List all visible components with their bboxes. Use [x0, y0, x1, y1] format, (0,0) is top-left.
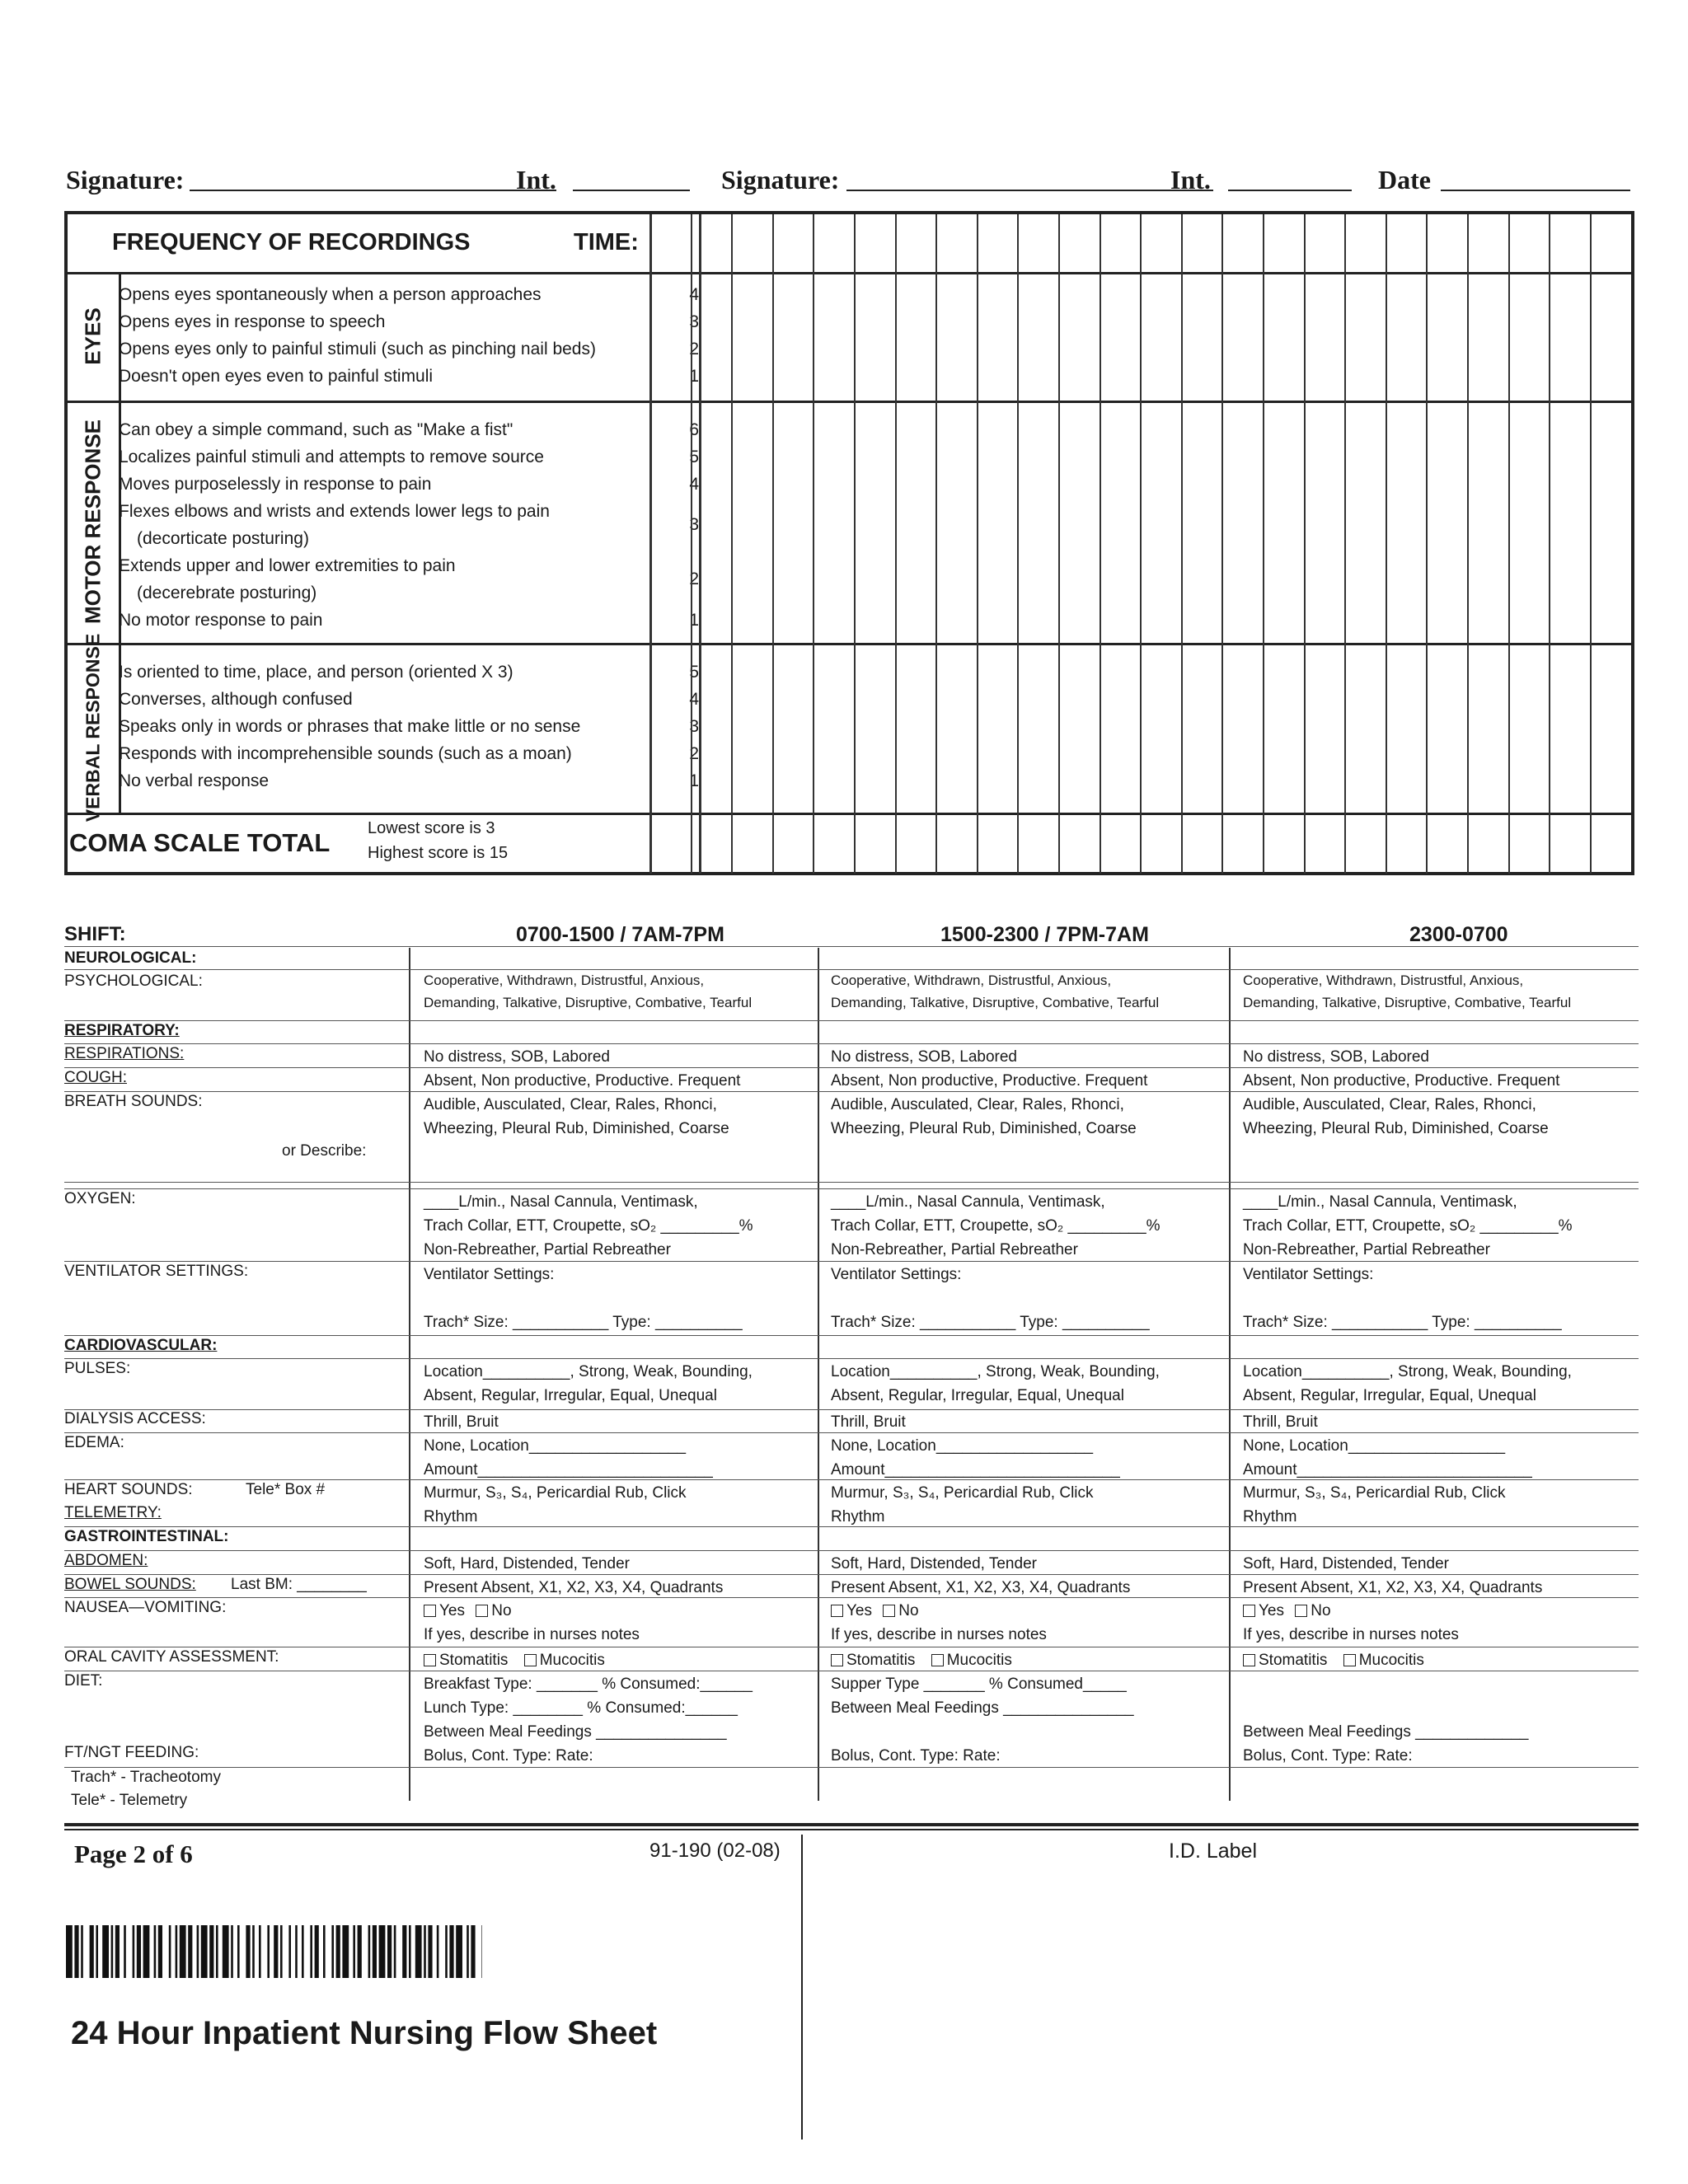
- oral-cavity-label: ORAL CAVITY ASSESSMENT:: [64, 1648, 279, 1666]
- trach-size-field[interactable]: Trach* Size: ___________ Type: __________: [1243, 1314, 1562, 1331]
- date-field[interactable]: [1441, 165, 1630, 191]
- bowel-sounds-options[interactable]: Present Absent, X1, X2, X3, X4, Quadrants: [831, 1579, 1131, 1596]
- signature-2-label: Signature:: [721, 165, 840, 194]
- int-1-label: Int.: [516, 165, 556, 194]
- diet-options[interactable]: Supper Type _______ % Consumed_____ Between Meal Feedings _______________: [831, 1675, 1134, 1717]
- nausea-options[interactable]: Yes No If yes, describe in nurses notes: [424, 1602, 640, 1643]
- breath-sounds-options[interactable]: Audible, Ausculated, Clear, Rales, Rhonci, Wheezing, Pleural Rub, Diminished, Coarse: [1243, 1096, 1549, 1137]
- ft-ngt-feeding-label: FT/NGT FEEDING:: [64, 1744, 199, 1761]
- barcode: [66, 1925, 482, 1978]
- psych-options[interactable]: Cooperative, Withdrawn, Distrustful, Anxious, Demanding, Talkative, Disruptive, Combative, Tearful: [831, 972, 1160, 1010]
- bowel-sounds-label: BOWEL SOUNDS:: [64, 1576, 196, 1593]
- ventilator-settings-field[interactable]: Ventilator Settings:: [831, 1266, 962, 1283]
- edema-label: EDEMA:: [64, 1434, 124, 1451]
- edema-options[interactable]: None, Location__________________ Amount___________________________: [424, 1437, 713, 1479]
- cough-options[interactable]: Absent, Non productive, Productive. Frequent: [424, 1072, 741, 1090]
- pulses-options[interactable]: Location__________, Strong, Weak, Bounding, Absent, Regular, Irregular, Equal, Unequal: [1243, 1363, 1572, 1404]
- motor-item: Localizes painful stimuli and attempts to remove source 5: [119, 448, 699, 466]
- no-checkbox[interactable]: [476, 1605, 488, 1617]
- coma-scale-total-label: COMA SCALE TOTAL: [69, 828, 331, 857]
- verbal-item: No verbal response 1: [119, 771, 699, 790]
- lowest-score-note: Lowest score is 3: [368, 819, 495, 837]
- feeding-options[interactable]: Bolus, Cont. Type: Rate:: [424, 1747, 593, 1765]
- or-describe-label: or Describe:: [282, 1142, 367, 1160]
- pulses-options[interactable]: Location__________, Strong, Weak, Bounding, Absent, Regular, Irregular, Equal, Unequal: [831, 1363, 1160, 1404]
- cough-options[interactable]: Absent, Non productive, Productive. Frequent: [1243, 1072, 1560, 1090]
- highest-score-note: Highest score is 15: [368, 844, 509, 862]
- mucocitis-checkbox[interactable]: [1343, 1654, 1356, 1666]
- telemetry-label: TELEMETRY:: [64, 1504, 162, 1521]
- oxygen-options[interactable]: ____L/min., Nasal Cannula, Ventimask, Trach Collar, ETT, Croupette, sO₂ _________% Non-Rebreather, Partial Rebreather: [1243, 1193, 1573, 1258]
- stomatitis-checkbox[interactable]: [1243, 1654, 1255, 1666]
- dialysis-options[interactable]: Thrill, Bruit: [1243, 1413, 1318, 1431]
- signature-1-field[interactable]: [190, 165, 556, 191]
- breath-sounds-options[interactable]: Audible, Ausculated, Clear, Rales, Rhonci, Wheezing, Pleural Rub, Diminished, Coarse: [424, 1096, 729, 1137]
- edema-options[interactable]: None, Location__________________ Amount___________________________: [831, 1437, 1120, 1479]
- page-number: Page 2 of 6: [74, 1840, 193, 1868]
- mucocitis-checkbox[interactable]: [524, 1654, 537, 1666]
- tele-box-label: Tele* Box #: [246, 1481, 326, 1498]
- oral-cavity-options[interactable]: Stomatitis Mucocitis: [424, 1648, 605, 1672]
- oral-cavity-options[interactable]: Stomatitis Mucocitis: [1243, 1648, 1424, 1672]
- pulses-label: PULSES:: [64, 1360, 131, 1377]
- motor-item: No motor response to pain 1: [119, 611, 699, 630]
- motor-item: Extends upper and lower extremities to pain 2: [119, 556, 699, 588]
- no-checkbox[interactable]: [1295, 1605, 1307, 1617]
- diet-options[interactable]: Breakfast Type: _______ % Consumed:______ Lunch Type: ________ % Consumed:______ Between Meal Feedings _______________: [424, 1675, 753, 1741]
- respirations-label: RESPIRATIONS:: [64, 1045, 185, 1062]
- eyes-item: Opens eyes spontaneously when a person approaches 4: [119, 285, 699, 304]
- psychological-label: PSYCHOLOGICAL:: [64, 972, 203, 990]
- motor-item-sub: (decorticate posturing): [137, 529, 309, 548]
- abdomen-options[interactable]: Soft, Hard, Distended, Tender: [1243, 1555, 1449, 1572]
- cough-label: COUGH:: [64, 1069, 127, 1086]
- ventilator-settings-label: VENTILATOR SETTINGS:: [64, 1263, 249, 1280]
- neurological-section: NEUROLOGICAL:: [64, 949, 197, 967]
- telemetry-note: Tele* - Telemetry: [71, 1792, 188, 1809]
- signature-row: [66, 165, 1632, 206]
- abdomen-options[interactable]: Soft, Hard, Distended, Tender: [831, 1555, 1037, 1572]
- nausea-vomiting-label: NAUSEA—VOMITING:: [64, 1599, 227, 1616]
- ventilator-settings-field[interactable]: Ventilator Settings:: [424, 1266, 555, 1283]
- heart-sounds-options[interactable]: Murmur, S₃, S₄, Pericardial Rub, Click Rhythm: [424, 1484, 687, 1526]
- eyes-item: Doesn't open eyes even to painful stimuli 1: [119, 367, 699, 386]
- motor-item: Moves purposelessly in response to pain 4: [119, 475, 699, 494]
- form-title: 24 Hour Inpatient Nursing Flow Sheet: [71, 2015, 658, 2051]
- int-2-label: Int.: [1170, 165, 1211, 194]
- shift-header-day: 0700-1500 / 7AM-7PM: [516, 923, 724, 946]
- bowel-sounds-options[interactable]: Present Absent, X1, X2, X3, X4, Quadrants: [424, 1579, 724, 1596]
- signature-2-field[interactable]: [846, 165, 1213, 191]
- yes-checkbox[interactable]: [831, 1605, 843, 1617]
- dialysis-options[interactable]: Thrill, Bruit: [831, 1413, 906, 1431]
- eyes-item: Opens eyes only to painful stimuli (such as pinching nail beds) 2: [119, 340, 699, 359]
- abdomen-options[interactable]: Soft, Hard, Distended, Tender: [424, 1555, 630, 1572]
- int-1-field[interactable]: [573, 165, 690, 191]
- ventilator-settings-field[interactable]: Ventilator Settings:: [1243, 1266, 1374, 1283]
- shift-label: SHIFT:: [64, 923, 126, 945]
- stomatitis-checkbox[interactable]: [831, 1654, 843, 1666]
- motor-item: Can obey a simple command, such as "Make a fist" 6: [119, 420, 699, 439]
- int-2-field[interactable]: [1228, 165, 1352, 191]
- eyes-item: Opens eyes in response to speech 3: [119, 312, 699, 331]
- nausea-options[interactable]: Yes No If yes, describe in nurses notes: [1243, 1602, 1459, 1643]
- breath-sounds-options[interactable]: Audible, Ausculated, Clear, Rales, Rhonci, Wheezing, Pleural Rub, Diminished, Coarse: [831, 1096, 1137, 1137]
- psych-options[interactable]: Cooperative, Withdrawn, Distrustful, Anxious, Demanding, Talkative, Disruptive, Combative, Tearful: [424, 972, 753, 1010]
- verbal-item: Responds with incomprehensible sounds (such as a moan) 2: [119, 744, 699, 763]
- shift-header-night: 2300-0700: [1409, 923, 1508, 946]
- yes-checkbox[interactable]: [1243, 1605, 1255, 1617]
- shift-assessment-table: [64, 923, 1639, 1809]
- oxygen-options[interactable]: ____L/min., Nasal Cannula, Ventimask, Trach Collar, ETT, Croupette, sO₂ _________% Non-Rebreather, Partial Rebreather: [424, 1193, 753, 1258]
- motor-section-label: MOTOR RESPONSE: [68, 401, 121, 643]
- trach-size-field[interactable]: Trach* Size: ___________ Type: __________: [831, 1314, 1150, 1331]
- verbal-item: Speaks only in words or phrases that make little or no sense 3: [119, 717, 699, 736]
- tracheotomy-note: Trach* - Tracheotomy: [71, 1769, 221, 1786]
- oxygen-label: OXYGEN:: [64, 1190, 136, 1207]
- motor-item: Flexes elbows and wrists and extends lower legs to pain 3: [119, 502, 699, 534]
- edema-options[interactable]: None, Location__________________ Amount___________________________: [1243, 1437, 1532, 1479]
- feeding-options[interactable]: Bolus, Cont. Type: Rate:: [831, 1747, 1001, 1765]
- pulses-options[interactable]: Location__________, Strong, Weak, Bounding, Absent, Regular, Irregular, Equal, Unequal: [424, 1363, 753, 1404]
- signature-1-label: Signature:: [66, 165, 185, 194]
- cough-options[interactable]: Absent, Non productive, Productive. Frequent: [831, 1072, 1148, 1090]
- glasgow-coma-scale-table: [64, 211, 1634, 875]
- breath-sounds-label: BREATH SOUNDS:: [64, 1093, 203, 1110]
- shift-header-evening: 1500-2300 / 7PM-7AM: [940, 923, 1149, 946]
- frequency-header: FREQUENCY OF RECORDINGS: [112, 229, 471, 255]
- respiratory-section: RESPIRATORY:: [64, 1022, 180, 1039]
- form-number: 91-190 (02-08): [649, 1840, 781, 1862]
- stomatitis-checkbox[interactable]: [424, 1654, 436, 1666]
- eyes-section-label: EYES: [68, 272, 121, 401]
- date-label: Date: [1378, 165, 1431, 194]
- id-label: I.D. Label: [1169, 1840, 1258, 1863]
- respirations-options[interactable]: No distress, SOB, Labored: [1243, 1048, 1429, 1066]
- feeding-options[interactable]: Bolus, Cont. Type: Rate:: [1243, 1747, 1413, 1765]
- verbal-section-label: VERBAL RESPONSE: [68, 643, 121, 813]
- nausea-options[interactable]: Yes No If yes, describe in nurses notes: [831, 1602, 1047, 1643]
- last-bm-label: Last BM: ________: [231, 1576, 367, 1593]
- respirations-options[interactable]: No distress, SOB, Labored: [424, 1048, 610, 1066]
- diet-options[interactable]: Between Meal Feedings _____________: [1243, 1723, 1529, 1741]
- dialysis-access-label: DIALYSIS ACCESS:: [64, 1410, 206, 1427]
- dialysis-options[interactable]: Thrill, Bruit: [424, 1413, 499, 1431]
- heart-sounds-options[interactable]: Murmur, S₃, S₄, Pericardial Rub, Click Rhythm: [831, 1484, 1094, 1526]
- bowel-sounds-options[interactable]: Present Absent, X1, X2, X3, X4, Quadrants: [1243, 1579, 1543, 1596]
- oxygen-options[interactable]: ____L/min., Nasal Cannula, Ventimask, Trach Collar, ETT, Croupette, sO₂ _________% Non-Rebreather, Partial Rebreather: [831, 1193, 1160, 1258]
- heart-sounds-label: HEART SOUNDS:: [64, 1481, 193, 1498]
- mucocitis-checkbox[interactable]: [931, 1654, 944, 1666]
- cardiovascular-section: CARDIOVASCULAR:: [64, 1337, 218, 1354]
- no-checkbox[interactable]: [883, 1605, 895, 1617]
- trach-size-field[interactable]: Trach* Size: ___________ Type: __________: [424, 1314, 743, 1331]
- psych-options[interactable]: Cooperative, Withdrawn, Distrustful, Anxious, Demanding, Talkative, Disruptive, Combative, Tearful: [1243, 972, 1572, 1010]
- motor-item-sub: (decerebrate posturing): [137, 583, 317, 602]
- heart-sounds-options[interactable]: Murmur, S₃, S₄, Pericardial Rub, Click Rhythm: [1243, 1484, 1506, 1526]
- gastrointestinal-section: GASTROINTESTINAL:: [64, 1528, 229, 1545]
- yes-checkbox[interactable]: [424, 1605, 436, 1617]
- diet-label: DIET:: [64, 1672, 103, 1690]
- respirations-options[interactable]: No distress, SOB, Labored: [831, 1048, 1017, 1066]
- abdomen-label: ABDOMEN:: [64, 1552, 148, 1569]
- time-label: TIME:: [574, 229, 639, 255]
- verbal-item: Is oriented to time, place, and person (oriented X 3) 5: [119, 663, 699, 682]
- verbal-item: Converses, although confused 4: [119, 690, 699, 709]
- oral-cavity-options[interactable]: Stomatitis Mucocitis: [831, 1648, 1012, 1672]
